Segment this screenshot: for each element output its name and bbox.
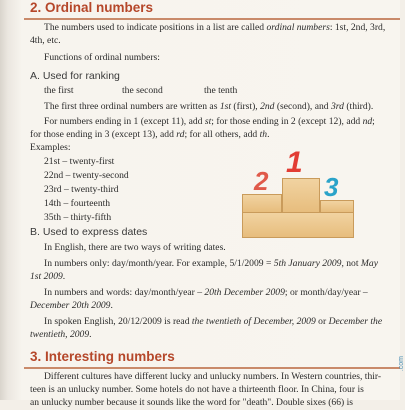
two-ways-sentence: In English, there are two ways of writing dates.: [44, 242, 226, 253]
endings-line1: For numbers ending in 1 (except 11), add st; for those ending in 2 (except 12), add nd;: [44, 116, 375, 127]
section-3-line1: Different cultures have different lucky and unlucky numbers. In Western countries, thir-: [44, 371, 382, 382]
example-item: 35th – thirty-fifth: [44, 212, 112, 223]
numbers-only-line1: In numbers only: day/month/year. For example, 5/1/2009 = 5th January 2009, not May: [44, 258, 378, 269]
section-3-title: 3. Interesting numbers: [30, 349, 175, 364]
section-2-rule: [24, 18, 400, 20]
example-item: 14th – fourteenth: [44, 198, 111, 209]
endings-line2: for those ending in 3 (except 13), add rd; for all others, add th.: [30, 129, 270, 140]
functions-label: Functions of ordinal numbers:: [44, 52, 160, 63]
spoken-line2: twentieth, 2009.: [30, 329, 92, 340]
subsection-a-title: A. Used for ranking: [30, 70, 120, 82]
podium-illustration: [242, 146, 354, 238]
numbers-words-line2: December 20th 2009.: [30, 300, 113, 311]
example-item: 21st – twenty-first: [44, 156, 115, 167]
rank-example-3: the tenth: [204, 85, 238, 96]
subsection-b-title: B. Used to express dates: [30, 226, 148, 238]
ordinal-intro-line2: 4th, etc.: [30, 35, 61, 46]
examples-label: Examples:: [30, 142, 71, 153]
ordinal-intro-line1: The numbers used to indicate positions in a list are called ordinal numbers: 1st, 2nd, 3rd,: [44, 22, 386, 33]
podium-base: [242, 212, 354, 238]
podium-number-1: 1: [286, 146, 303, 179]
first-three-sentence: The first three ordinal numbers are written as 1st (first), 2nd (second), and 3rd (third).: [44, 101, 374, 112]
section-3-line2: teen is an unlucky number. Some hotels do not have a thirteenth floor. In China, four is: [30, 384, 364, 395]
example-item: 23rd – twenty-third: [44, 184, 119, 195]
podium-number-2: 2: [254, 166, 269, 196]
podium-first-place: [282, 178, 320, 213]
watermark-text: .com: [398, 356, 405, 372]
example-item: 22nd – twenty-second: [44, 170, 129, 181]
rank-example-1: the first: [44, 85, 74, 96]
spoken-line1: In spoken English, 20/12/2009 is read the twentieth of December, 2009 or December the: [44, 316, 383, 327]
numbers-only-line2: 1st 2009.: [30, 271, 66, 282]
section-2-title: 2. Ordinal numbers: [30, 0, 154, 15]
section-3-line3: an unlucky number because it sounds like the word for "death". Double sixes (66) is: [30, 397, 354, 408]
podium-number-3: 3: [324, 172, 339, 202]
rank-example-2: the second: [122, 85, 163, 96]
numbers-words-line1: In numbers and words: day/month/year – 20th December 2009; or month/day/year –: [44, 287, 368, 298]
section-3-rule: [24, 367, 400, 369]
